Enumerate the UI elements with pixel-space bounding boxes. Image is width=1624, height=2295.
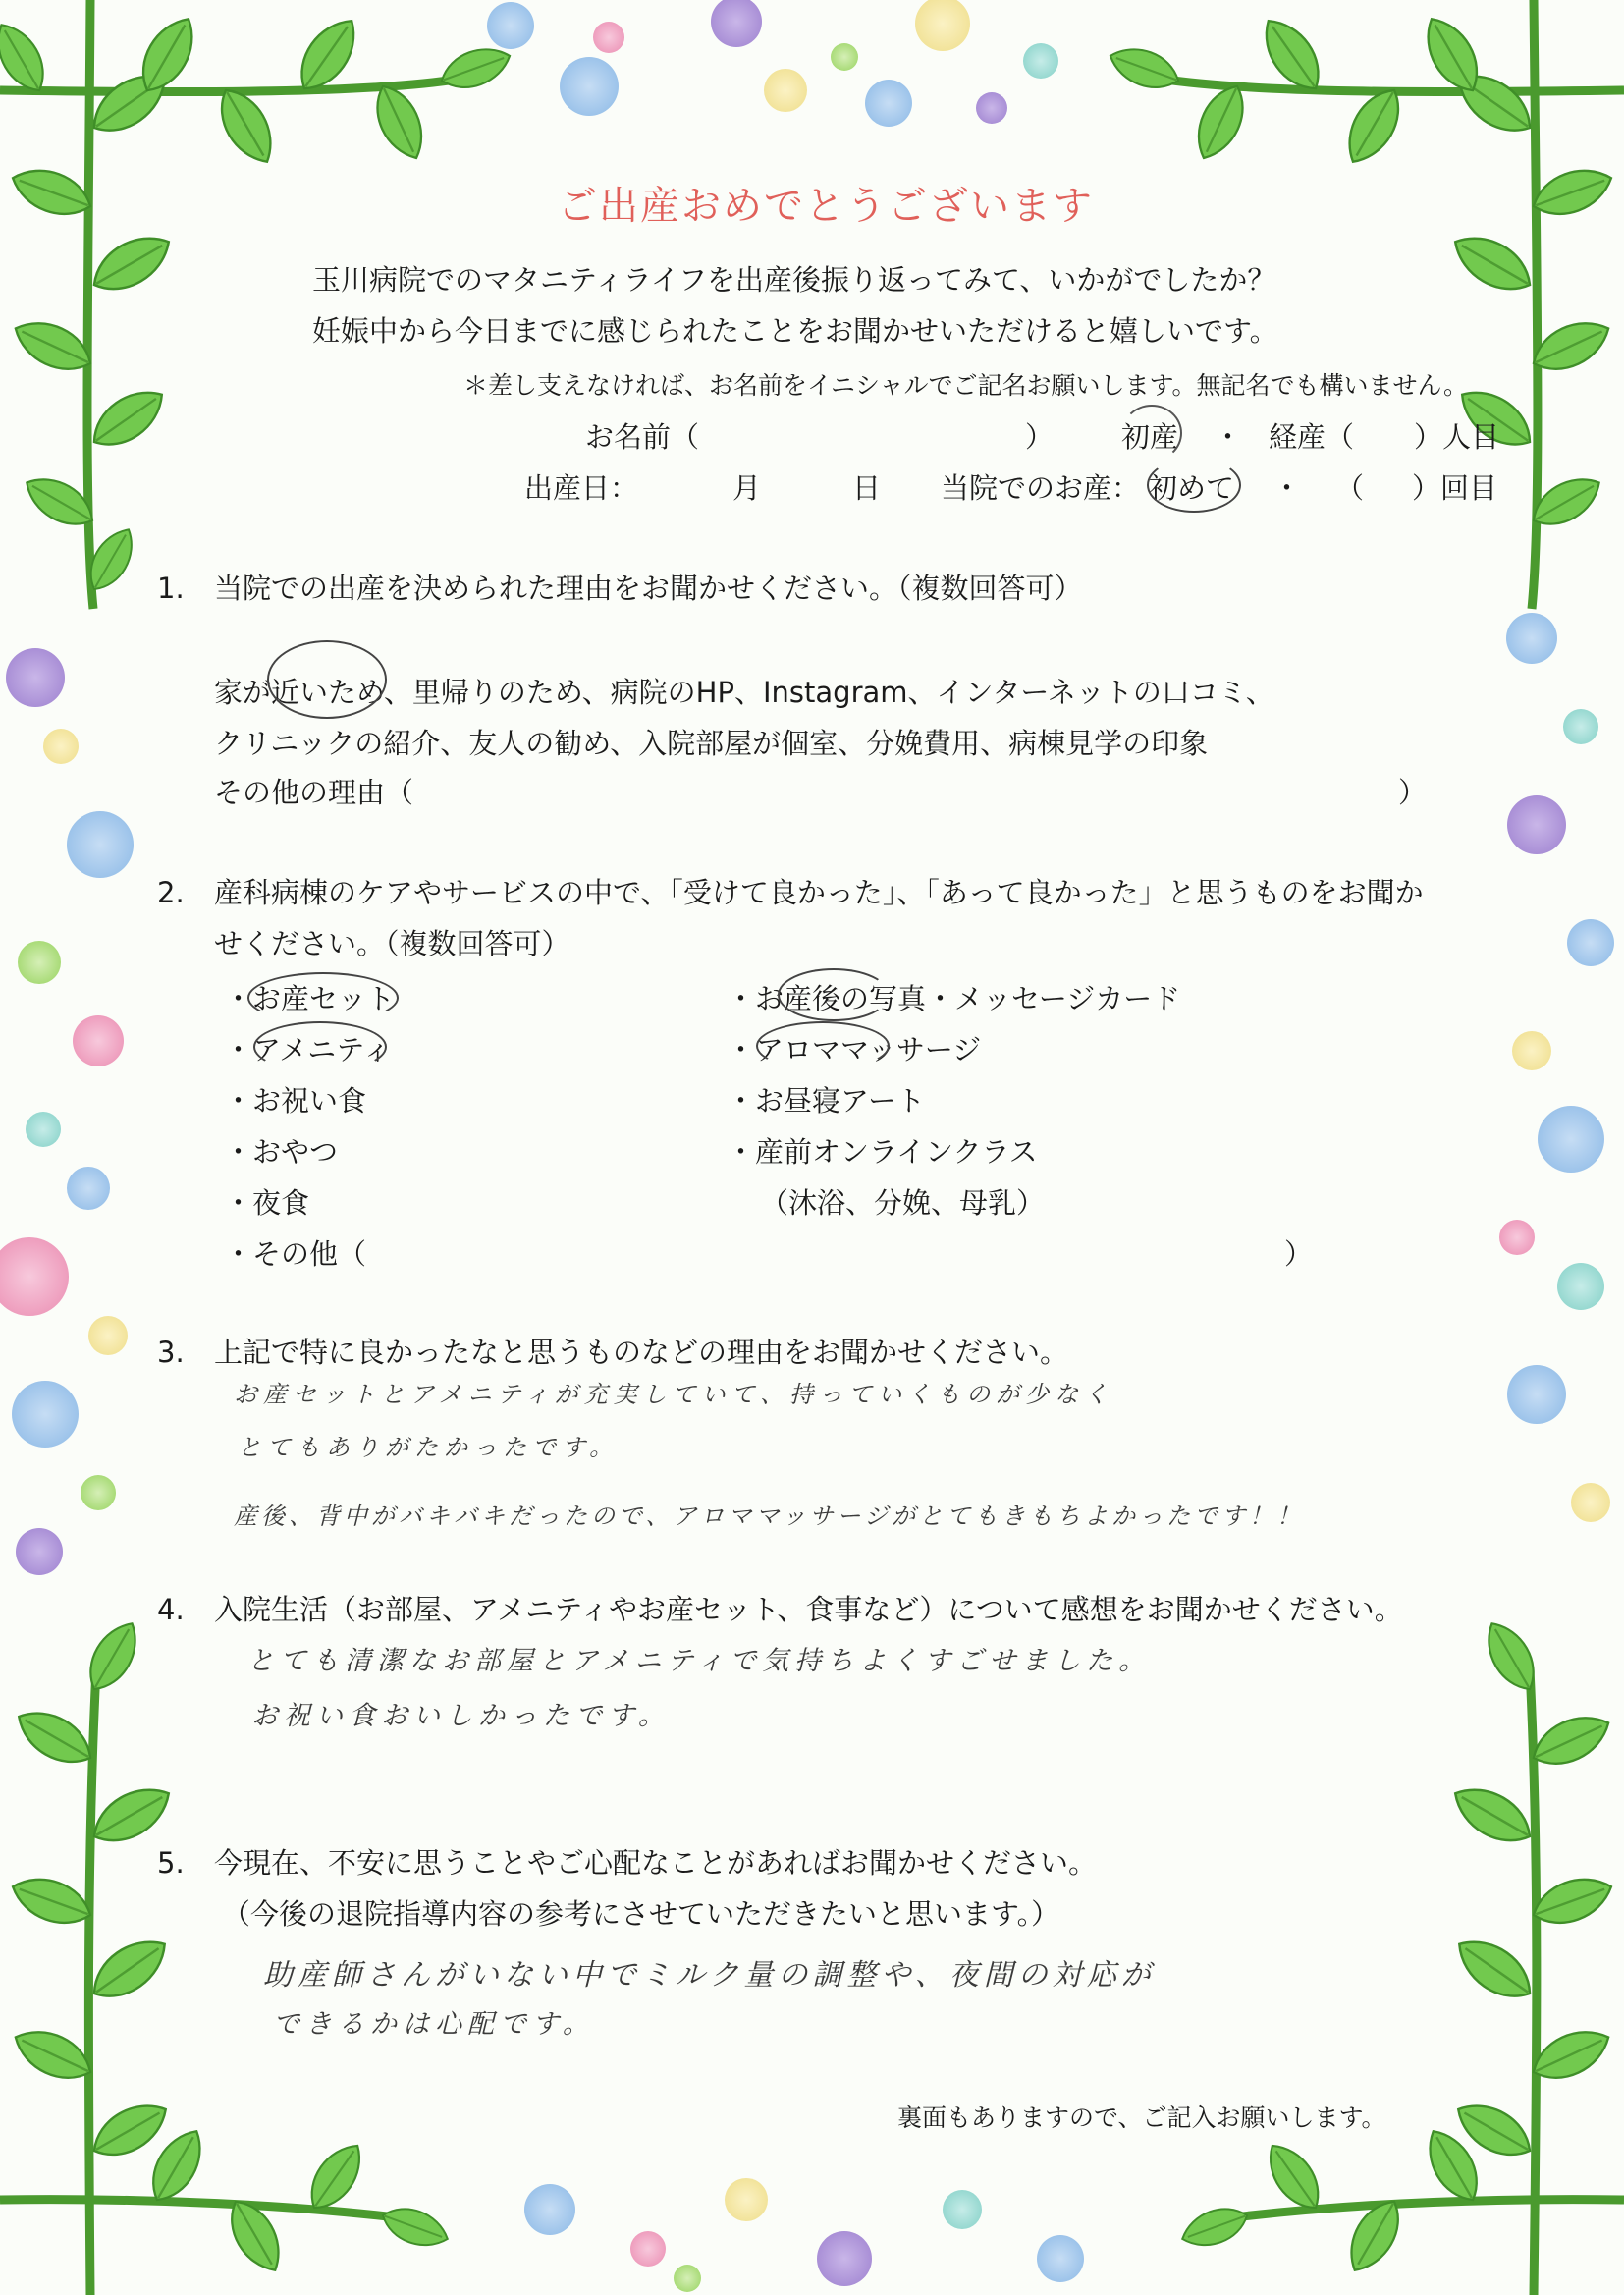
q2-number: 2. — [157, 876, 185, 909]
page-title: ご出産おめでとうございます — [558, 184, 1094, 229]
q2-option-nap-art[interactable]: ・お昼寝アート — [727, 1084, 926, 1118]
q2-option-other[interactable]: ・その他（ — [224, 1237, 367, 1271]
q5-answer-line-2: できるかは心配です。 — [273, 2009, 595, 2040]
q2-mark-aroma — [756, 1021, 890, 1070]
q1-other-close: ） — [1398, 776, 1428, 809]
nth-person-label: ）人目 — [1414, 420, 1500, 454]
name-close: ） — [1025, 420, 1055, 454]
multiparous-label: 経産（ — [1269, 420, 1355, 454]
intro-line-2: 妊娠中から今日までに感じられたことをお聞かせいただけると嬉しいです。 — [312, 314, 1278, 348]
first-time-mark — [1147, 458, 1241, 513]
first-time-option[interactable]: 初めて — [1149, 471, 1235, 505]
vine-top-left — [0, 0, 515, 609]
q3-question: 上記で特に良かったなと思うものなどの理由をお聞かせください。 — [214, 1336, 1069, 1369]
q2-option-amenity[interactable]: ・アメニティ — [224, 1033, 391, 1066]
times-open: （ — [1335, 471, 1365, 505]
q5-question-line-1: 今現在、不安に思うことやご心配なことがあればお聞かせください。 — [214, 1846, 1098, 1880]
q2-mark-amenity — [253, 1021, 387, 1072]
q2-other-close: ） — [1284, 1237, 1314, 1271]
hospital-birth-label: 当院でのお産： — [941, 471, 1141, 505]
name-note: ＊差し支えなければ、お名前をイニシャルでご記名お願いします。無記名でも構いません。 — [463, 371, 1469, 400]
q4-answer-line-2: お祝い食おいしかったです。 — [251, 1701, 671, 1731]
month-label: 月 — [732, 471, 762, 505]
q2-mark-photo — [778, 968, 890, 1021]
first-birth-mark — [1121, 405, 1182, 462]
q4-question: 入院生活（お部屋、アメニティやお産セット、食事など）について感想をお聞かせください。 — [214, 1593, 1403, 1626]
q2-option-osan-set[interactable]: ・お産セット — [224, 982, 396, 1015]
q5-question-line-2: （今後の退院指導内容の参考にさせていただきたいと思います。） — [222, 1897, 1060, 1931]
q2-option-snacks[interactable]: ・おやつ — [224, 1135, 339, 1169]
q5-answer-line-1: 助産師さんがいない中でミルク量の調整や、夜間の対応が — [263, 1958, 1156, 1993]
vine-top-right — [1105, 0, 1624, 609]
q5-number: 5. — [157, 1846, 185, 1880]
q2-option-night-meal[interactable]: ・夜食 — [224, 1186, 310, 1220]
q3-answer-line-1: お産セットとアメニティが充実していて、持っていくものが少なく — [234, 1381, 1114, 1408]
separator-dot-2: ・ — [1272, 471, 1302, 505]
q1-options-line-2: クリニックの紹介、友人の勧め、入院部屋が個室、分娩費用、病棟見学の印象 — [214, 727, 1209, 760]
q1-other-label: その他の理由（ — [214, 776, 414, 809]
vine-bottom-right — [1177, 1614, 1624, 2295]
q2-online-class-detail: （沐浴、分娩、母乳） — [760, 1186, 1046, 1220]
q2-option-online-class[interactable]: ・産前オンラインクラス — [727, 1135, 1038, 1169]
day-label: 日 — [852, 471, 882, 505]
q2-question-line-1: 産科病棟のケアやサービスの中で、「受けて良かった」、「あって良かった」と思うものをお聞か — [214, 876, 1424, 909]
q2-option-photo-card[interactable]: ・お産後の写真・メッセージカード — [727, 982, 1181, 1015]
reverse-side-note: 裏面もありますので、ご記入お願いします。 — [897, 2104, 1386, 2132]
q2-option-celebration-meal[interactable]: ・お祝い食 — [224, 1084, 367, 1118]
q2-question-line-2: せください。（複数回答可） — [214, 927, 570, 960]
q2-option-aroma-massage[interactable]: ・アロママッサージ — [727, 1033, 982, 1066]
q1-number: 1. — [157, 572, 185, 605]
q1-answer-mark — [267, 640, 387, 719]
q3-answer-line-2: とてもありがたかったです。 — [238, 1434, 620, 1461]
separator-dot: ・ — [1214, 420, 1243, 454]
q3-number: 3. — [157, 1336, 185, 1369]
q3-answer-line-3: 産後、背中がバキバキだったので、アロママッサージがとてもきもちよかったです！！ — [234, 1503, 1305, 1530]
q1-question: 当院での出産を決められた理由をお聞かせください。（複数回答可） — [214, 572, 1083, 605]
q2-mark-osan-set — [247, 972, 399, 1023]
q4-number: 4. — [157, 1593, 185, 1626]
name-label: お名前（ — [585, 420, 700, 454]
nth-time-label: ）回目 — [1412, 471, 1498, 505]
intro-line-1: 玉川病院でのマタニティライフを出産後振り返ってみて、いかがでしたか？ — [312, 263, 1276, 297]
q4-answer-line-1: とても清潔なお部屋とアメニティで気持ちよくすごせました。 — [247, 1646, 1152, 1676]
birth-date-label: 出産日： — [524, 471, 639, 505]
first-birth-option[interactable]: 初産 — [1121, 420, 1179, 454]
q1-options-line-1: 家が近いため、里帰りのため、病院のHP、Instagram、インターネットの口コミ、 — [214, 676, 1274, 709]
